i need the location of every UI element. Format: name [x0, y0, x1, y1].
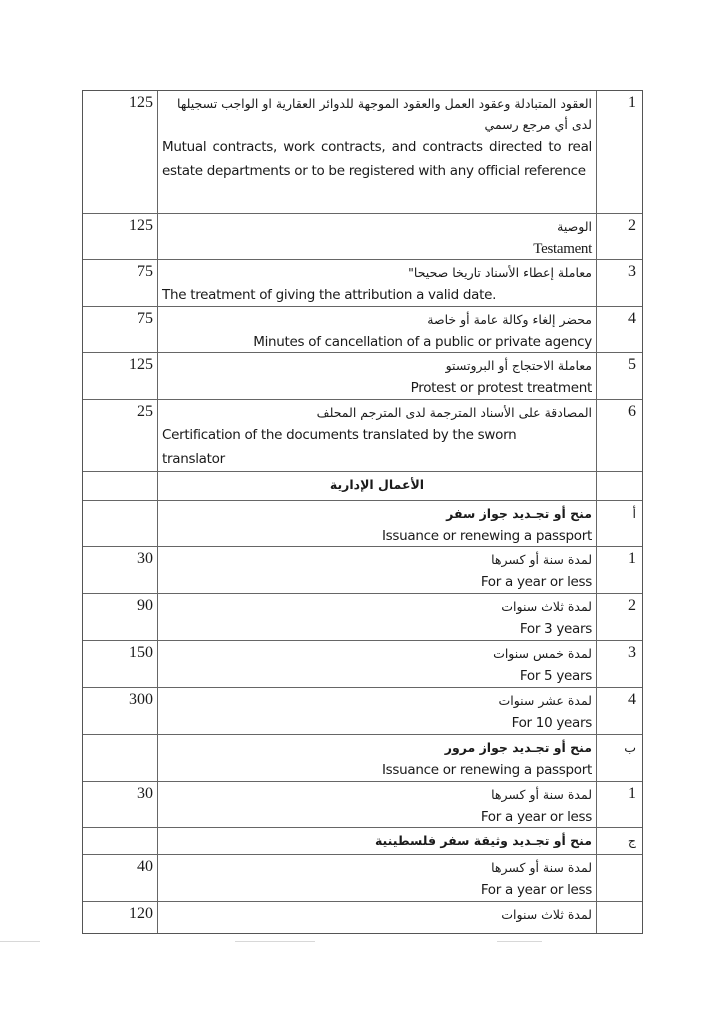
english-text: Issuance or renewing a passport — [381, 528, 592, 544]
table-row — [83, 546, 642, 593]
description-cell — [158, 91, 597, 213]
item-number: 1 — [628, 94, 636, 111]
fee-cell: 75 — [83, 307, 158, 352]
english-text: For a year or less — [480, 882, 592, 898]
english-text: For a year or less — [480, 574, 592, 590]
arabic-text: منح أو تجـديد جواز سفر — [446, 506, 592, 521]
arabic-text: لمدة سنة أو كسرها — [491, 552, 592, 567]
arabic-text: لمدة ثلاث سنوات — [501, 599, 592, 614]
scan-artifact — [0, 941, 40, 942]
item-number: 1 — [628, 785, 636, 802]
item-number: 2 — [628, 597, 636, 614]
description-cell — [158, 353, 597, 399]
table-row — [83, 399, 642, 471]
description-cell — [158, 782, 597, 827]
item-letter: ج — [627, 833, 636, 848]
table-row — [83, 640, 642, 687]
fee-cell: 90 — [83, 594, 158, 640]
table-row — [83, 781, 642, 827]
fee-cell — [83, 828, 158, 854]
item-number: 2 — [628, 217, 636, 234]
description-cell — [158, 501, 597, 546]
item-number: 3 — [628, 263, 636, 280]
description-cell — [158, 641, 597, 687]
description-cell — [158, 735, 597, 781]
english-text: For 5 years — [519, 668, 592, 684]
empty-cell — [597, 472, 642, 500]
fee-cell: 30 — [83, 782, 158, 827]
table-row — [83, 306, 642, 352]
item-number: 4 — [628, 310, 636, 327]
fee-cell — [83, 735, 158, 781]
english-text: Mutual contracts, work contracts, and contracts directed to real estate departments or to be registered with any official reference — [162, 139, 592, 179]
table-row — [83, 854, 642, 901]
fee-table — [82, 90, 643, 934]
description-cell — [158, 260, 597, 306]
description-cell — [158, 902, 597, 933]
arabic-text: لمدة سنة أو كسرها — [491, 787, 592, 802]
section-header-row — [83, 471, 642, 500]
table-row — [83, 827, 642, 854]
section-title: الأعمال الإدارية — [329, 477, 425, 492]
arabic-text: منح أو تجـديد جواز مرور — [444, 740, 592, 755]
description-cell — [158, 547, 597, 593]
arabic-text: لمدة خمس سنوات — [493, 646, 592, 661]
fee-cell: 300 — [83, 688, 158, 734]
fee-cell: 40 — [83, 855, 158, 901]
description-cell — [158, 828, 597, 854]
arabic-text: لمدة سنة أو كسرها — [491, 860, 592, 875]
arabic-text: منح أو تجـديد وثيقة سفر فلسطينية — [374, 833, 592, 848]
fee-cell: 125 — [83, 91, 158, 213]
item-number — [597, 902, 642, 933]
item-number: 1 — [628, 550, 636, 567]
fee-cell: 75 — [83, 260, 158, 306]
empty-cell — [83, 472, 158, 500]
english-text: Testament — [533, 241, 592, 257]
english-text: Minutes of cancellation of a public or private agency — [253, 334, 592, 350]
table-row — [83, 687, 642, 734]
english-text: Certification of the documents translated by the sworn translator — [162, 427, 517, 467]
english-text: For 3 years — [519, 621, 592, 637]
item-letter: أ — [632, 506, 636, 521]
scan-artifact — [235, 941, 315, 942]
arabic-text: محضر إلغاء وكالة عامة أو خاصة — [427, 312, 592, 327]
scan-artifact — [497, 941, 542, 942]
item-number: 6 — [628, 403, 636, 420]
english-text: For 10 years — [511, 715, 592, 731]
description-cell — [158, 855, 597, 901]
description-cell — [158, 307, 597, 352]
description-cell — [158, 688, 597, 734]
table-row — [83, 734, 642, 781]
table-row — [83, 500, 642, 546]
description-cell — [158, 594, 597, 640]
item-number: 4 — [628, 691, 636, 708]
arabic-text: لمدة عشر سنوات — [498, 693, 592, 708]
arabic-text: لمدة ثلاث سنوات — [501, 907, 592, 922]
arabic-text: المصادقة على الأسناد المترجمة لدى المترجم المحلف — [316, 405, 592, 420]
description-cell — [158, 214, 597, 259]
english-text: Protest or protest treatment — [410, 380, 592, 396]
fee-cell: 125 — [83, 353, 158, 399]
table-row — [83, 259, 642, 306]
fee-cell: 150 — [83, 641, 158, 687]
english-text: For a year or less — [480, 809, 592, 825]
arabic-text: العقود المتبادلة وعقود العمل والعقود الموجهة للدوائر العقارية او الواجب تسجيلها لدى أي مرجع رسمي — [177, 96, 592, 132]
fee-cell: 25 — [83, 400, 158, 471]
english-text: Issuance or renewing a passport — [381, 762, 592, 778]
table-row — [83, 352, 642, 399]
item-number: 5 — [628, 356, 636, 373]
arabic-text: معاملة إعطاء الأسناد تاريخا صحيحا" — [408, 265, 592, 280]
section-header-cell — [158, 472, 597, 500]
table-row — [83, 91, 642, 213]
fee-cell: 30 — [83, 547, 158, 593]
table-row — [83, 213, 642, 259]
item-letter: ب — [624, 740, 636, 755]
arabic-text: الوصية — [557, 219, 592, 234]
english-text: The treatment of giving the attribution a valid date. — [162, 287, 497, 303]
fee-cell — [83, 501, 158, 546]
item-number — [597, 855, 642, 901]
table-row — [83, 593, 642, 640]
description-cell — [158, 400, 597, 471]
fee-cell: 125 — [83, 214, 158, 259]
arabic-text: معاملة الاحتجاج أو البروتستو — [445, 358, 592, 373]
table-row — [83, 901, 642, 933]
fee-cell: 120 — [83, 902, 158, 933]
item-number: 3 — [628, 644, 636, 661]
